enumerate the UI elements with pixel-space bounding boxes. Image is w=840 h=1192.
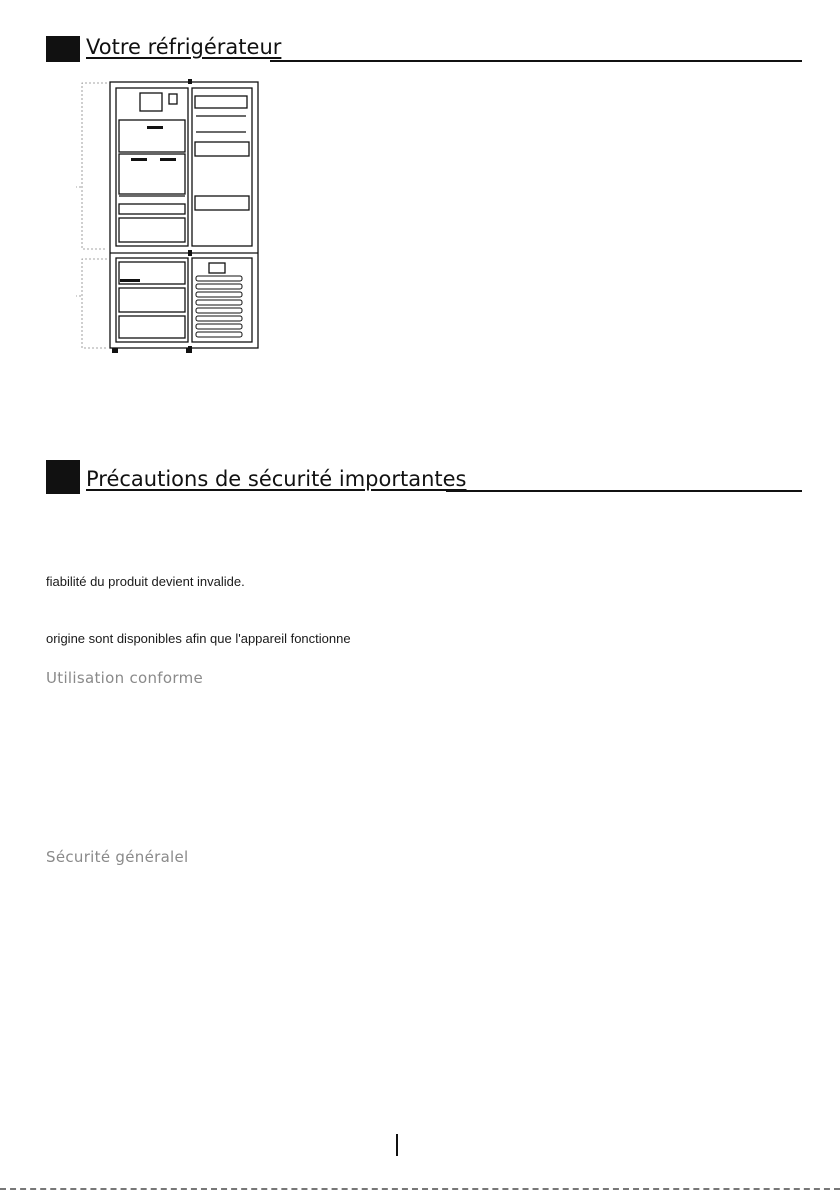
page-number-marker bbox=[396, 1134, 398, 1156]
fridge-interior bbox=[116, 88, 188, 246]
zone-brackets bbox=[76, 83, 107, 348]
section-marker-block bbox=[46, 36, 80, 62]
page-cut-edge bbox=[0, 1188, 840, 1190]
section-rule bbox=[270, 60, 802, 62]
section-marker-block bbox=[46, 460, 80, 494]
section-title-safety: Précautions de sécurité importantes bbox=[86, 467, 467, 491]
body-text-line: fiabilité du produit devient invalide. bbox=[46, 574, 245, 589]
freezer-interior bbox=[116, 258, 188, 342]
body-text-line: origine sont disponibles afin que l'appareil fonctionne bbox=[46, 631, 351, 646]
fridge-diagram bbox=[76, 76, 266, 358]
fridge-door bbox=[192, 88, 252, 246]
section-title-fridge: Votre réfrigérateur bbox=[86, 35, 282, 59]
section-rule bbox=[446, 490, 802, 492]
subheading-general-safety: Sécurité généralel bbox=[46, 848, 189, 866]
subheading-intended-use: Utilisation conforme bbox=[46, 669, 204, 687]
